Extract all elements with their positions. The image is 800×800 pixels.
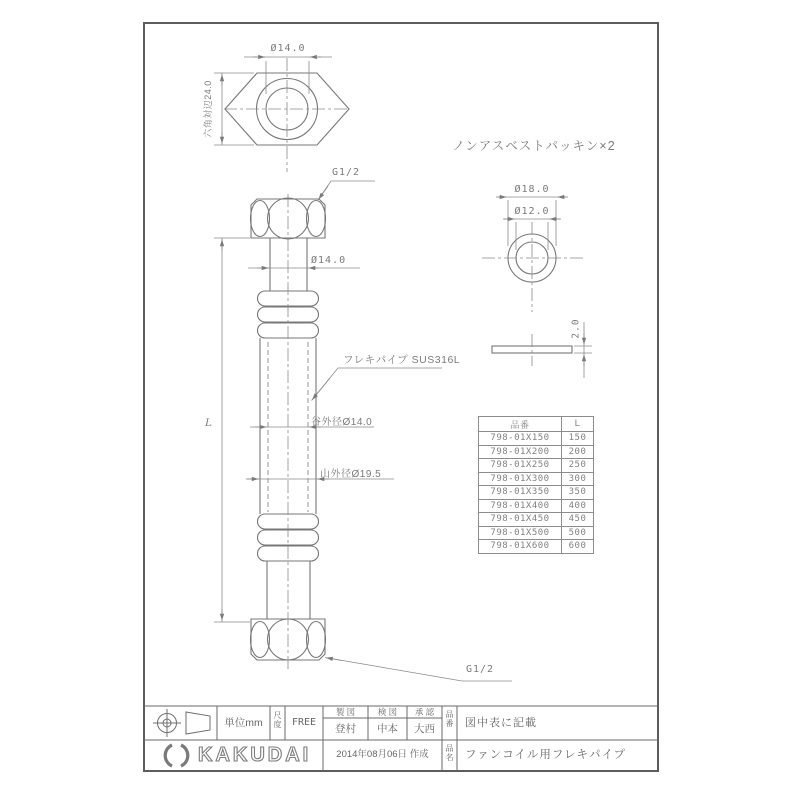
thread-size-top-label: G1/2 xyxy=(332,167,361,178)
part-length: 500 xyxy=(562,526,594,540)
top-view-across-flats-dim: 六角対辺24.0 xyxy=(203,80,213,138)
part-code: 798-01X200 xyxy=(479,445,562,459)
part-name-value: ファンコイル用フレキパイプ xyxy=(465,749,627,761)
table-row xyxy=(479,459,594,473)
part-code: 798-01X250 xyxy=(479,459,562,473)
checked-label: 検 図 xyxy=(377,707,398,717)
pipe-material-label: フレキパイプ SUS316L xyxy=(343,354,461,366)
part-code: 798-01X350 xyxy=(479,486,562,500)
scale-value: FREE xyxy=(291,717,317,728)
length-symbol-label: L xyxy=(205,417,212,429)
projection-symbol-icon xyxy=(153,709,210,737)
part-length: 200 xyxy=(562,445,594,459)
part-code: 798-01X450 xyxy=(479,513,562,527)
drafted-label: 製 図 xyxy=(335,707,356,717)
packing-thickness-dim: 2.0 xyxy=(570,318,582,339)
front-view-flex-pipe xyxy=(214,181,512,681)
checked-by: 中本 xyxy=(377,723,398,735)
part-no-label: 品番 xyxy=(445,710,454,728)
table-row xyxy=(479,445,594,459)
size-table-length-header: L xyxy=(562,417,594,432)
approved-by: 大西 xyxy=(414,723,435,735)
table-row xyxy=(479,526,594,540)
part-length: 150 xyxy=(562,432,594,446)
packing-view xyxy=(482,197,592,378)
packing-title-label: ノンアスベストパッキン×2 xyxy=(452,139,616,153)
part-length: 300 xyxy=(562,472,594,486)
size-table xyxy=(478,416,594,554)
approved-label: 承 認 xyxy=(414,707,435,717)
scale-label: 尺度 xyxy=(273,711,282,729)
company-logo-text: KAKUDAI xyxy=(198,744,312,766)
part-length: 400 xyxy=(562,499,594,513)
table-row xyxy=(479,472,594,486)
packing-id-dim: Ø12.0 xyxy=(514,206,550,217)
part-code: 798-01X150 xyxy=(479,432,562,446)
part-no-value: 図中表に記載 xyxy=(465,717,537,729)
part-code: 798-01X400 xyxy=(479,499,562,513)
packing-od-dim: Ø18.0 xyxy=(514,184,550,195)
table-row xyxy=(479,432,594,446)
valley-od-dim: 谷外径Ø14.0 xyxy=(311,417,373,428)
part-code: 798-01X500 xyxy=(479,526,562,540)
drafted-by: 登村 xyxy=(335,723,356,735)
neck-diameter-dim: Ø14.0 xyxy=(311,255,347,266)
top-view-hex-nut xyxy=(214,57,350,172)
table-row xyxy=(479,486,594,500)
crest-od-dim: 山外径Ø19.5 xyxy=(320,469,382,480)
unit-label: 単位mm xyxy=(224,717,263,729)
table-row xyxy=(479,540,594,554)
table-row xyxy=(479,499,594,513)
part-code: 798-01X600 xyxy=(479,540,562,554)
part-length: 250 xyxy=(562,459,594,473)
top-view-diameter-dim: Ø14.0 xyxy=(270,43,306,54)
part-code: 798-01X300 xyxy=(479,472,562,486)
kakudai-logo-icon xyxy=(165,745,188,766)
thread-size-bottom-label: G1/2 xyxy=(466,664,495,675)
table-row xyxy=(479,513,594,527)
part-length: 600 xyxy=(562,540,594,554)
part-length: 450 xyxy=(562,513,594,527)
part-length: 350 xyxy=(562,486,594,500)
creation-date: 2014年08月06日 作成 xyxy=(336,749,429,760)
size-table-header-row xyxy=(479,417,594,432)
part-name-label: 品名 xyxy=(445,744,454,762)
size-table-part-header: 品番 xyxy=(479,417,562,432)
